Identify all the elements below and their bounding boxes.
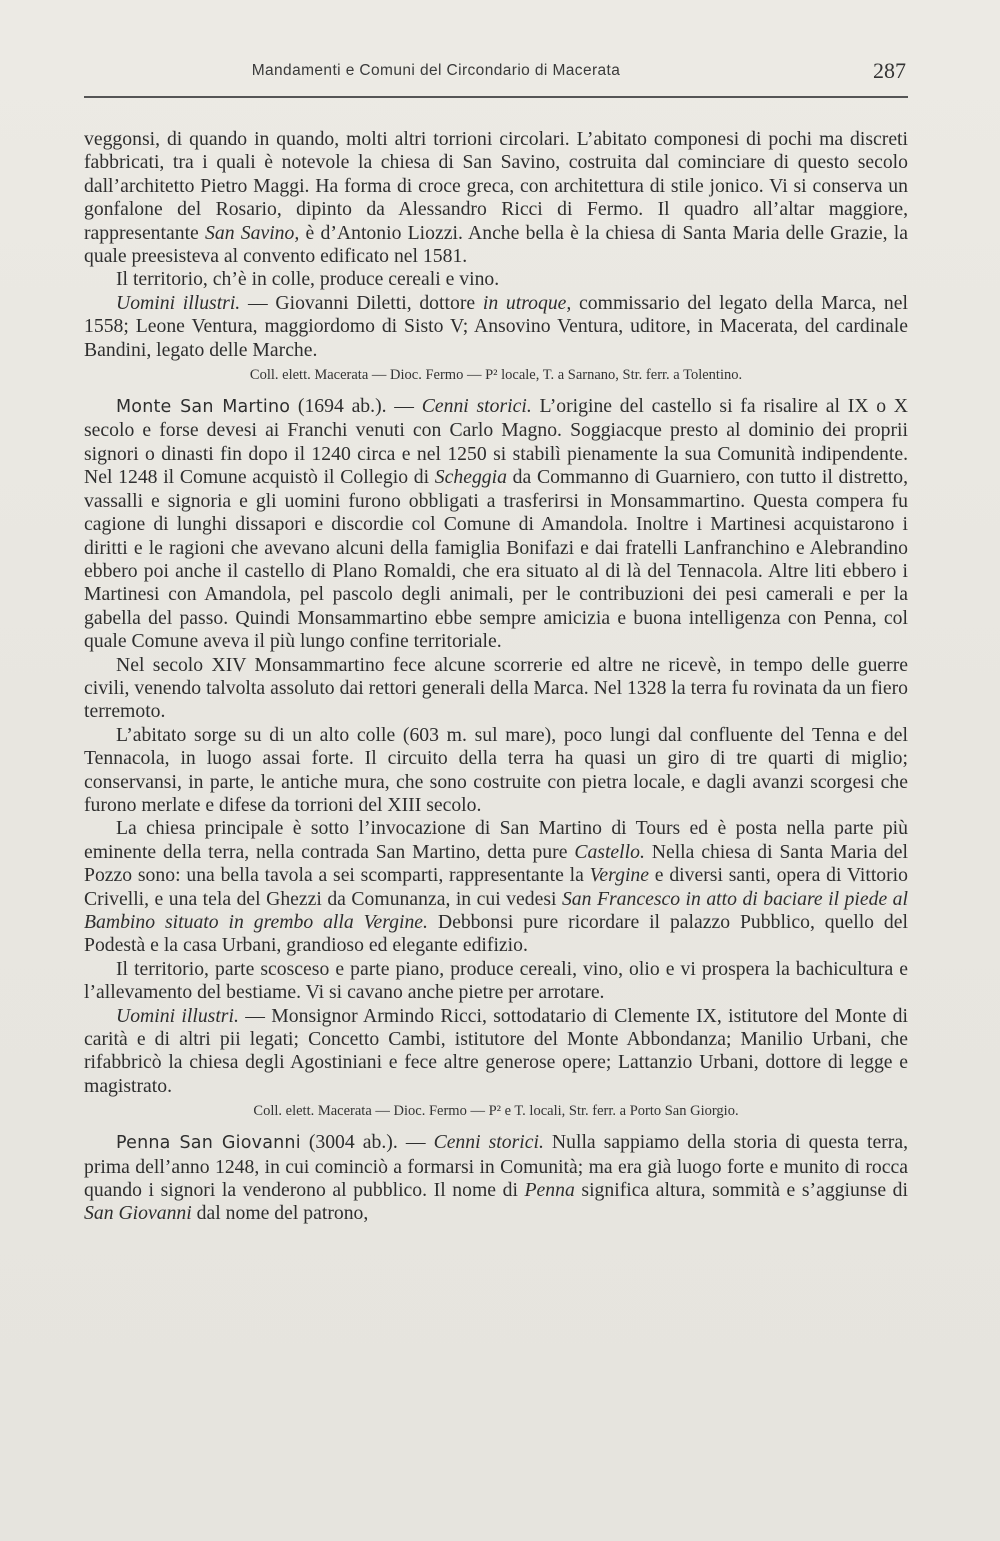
- paragraph-uomini-illustri: [84, 292, 908, 362]
- italic-term: San Giovanni: [84, 1202, 192, 1225]
- text-run: e diversi santi, opera di Vittorio Crivelli, e una tela del Ghezzi da Comunanza, in cui vedesi: [84, 864, 908, 910]
- section-label: Uomini illustri.: [116, 291, 241, 314]
- text-run: è d’Antonio Liozzi. Anche bella è la chiesa di Santa Maria delle Grazie, la quale preesisteva al convento edificato nel 1581.: [84, 221, 909, 268]
- section-label: Cenni storici.: [433, 1131, 544, 1154]
- italic-term: Vergine: [589, 864, 650, 887]
- italic-term: Castello.: [574, 840, 645, 863]
- text-run: veggonsi, di quando in quando, molti altri torrioni circolari. L’abitato componesi di pochi ma discreti fabbricati, tra i quali è notevole la chiesa di San Savino, costruita dal cominciare di questo secolo dall’architetto Pietro Maggi. Ha forma di croce greca, con architettura di stile jonico. Vi si conserva un gonfalone del Rosario, dipinto da Alessandro Ricci di Fermo. Il quadro all’altar maggiore, rappresentante: [84, 128, 908, 244]
- text-run: La chiesa principale è sotto l’invocazione di San Martino di Tours ed è posta nella parte più eminente della terra, nella contrada San Martino, detta pure: [84, 817, 908, 863]
- italic-term: in utroque,: [482, 291, 572, 314]
- population: (1694 ab.). —: [290, 395, 422, 418]
- text-run: Nulla sappiamo della storia di questa terra, prima dell’anno 1248, in cui cominciò a formarsi in Comunità; ma era già luogo forte e munito di rocca quando i signori la venderono al pubblico. Il nome di: [84, 1131, 908, 1202]
- italic-term: Scheggia: [434, 466, 507, 489]
- paragraph-monte-san-martino-history: [84, 395, 908, 653]
- section-label: Cenni storici.: [421, 395, 532, 418]
- body-text: [84, 128, 908, 1226]
- paragraph-secolo-xiv: Nel secolo XIV Monsammartino fece alcune scorrerie ed altre ne ricevè, in tempo delle guerre civili, venendo talvolta assoluto dai rettori generali della Marca. Nel 1328 la terra fu rovinata da un fiero terremoto.: [84, 653, 908, 723]
- paragraph-penna-san-giovanni: [84, 1131, 908, 1226]
- text-run: — Giovanni Diletti, dottore: [240, 291, 483, 314]
- paragraph-territorio: Il territorio, ch’è in colle, produce cereali e vino.: [116, 268, 500, 291]
- text-run: Debbonsi pure ricordare il palazzo Pubblico, quello del Podestà e la casa Urbani, grandioso ed elegante edifizio.: [84, 911, 908, 957]
- running-title: Mandamenti e Comuni del Circondario di Macerata: [251, 62, 621, 79]
- electoral-note: Coll. elett. Macerata — Dioc. Fermo — P² e T. locali, Str. ferr. a Porto San Giorgio.: [253, 1103, 739, 1120]
- running-header: [84, 60, 908, 86]
- text-run: commissario del legato della Marca, nel 1558; Leone Ventura, maggiordomo di Sisto V; Ansovino Ventura, uditore, in Macerata, del cardinale Bandini, legato delle Marche.: [84, 291, 908, 361]
- paragraph-uomini-illustri-2: [84, 1005, 908, 1099]
- italic-term: Penna: [524, 1179, 575, 1202]
- text-run: L’origine del castello si fa risalire al IX o X secolo e forse devesi ai Franchi venuti con Carlo Magno. Soggiacque presto al dominio dei proprii signori o dinasti fin dopo il 1240 circa e nel 1250 si stabilì pienamente la sua Comunità indipendente. Nel 1248 il Comune acquistò il Collegio di: [84, 395, 909, 489]
- population: (3004 ab.). —: [300, 1131, 434, 1154]
- page-number: 287: [873, 58, 906, 83]
- text-run: da Commanno di Guarniero, con tutto il distretto, vassalli e signoria e gli uomini furono obbligati a trasferirsi in Monsammartino. Questa compera fu cagione di lunghi dissapori e discordie col Comune di Amandola. Inoltre i Martinesi acquistarono i diritti e le ragioni che avevano alcuni della famiglia Bonifazi e dai fratelli Lanfranchino e Alebrandino ebbero poi anche il castello di Plano Romaldi, che era situato al di là del Tennacola. Altre liti ebbero i Martinesi con Amandola, pel pascolo degli animali, per le contribuzioni dei pesi camerali e per la gabella del passo. Quindi Monsammartino ebbe sempre amicizia e buona intelligenza con Penna, col quale Comune aveva il più lungo confine territoriale.: [84, 466, 908, 653]
- section-label: Uomini illustri.: [116, 1004, 239, 1027]
- paragraph-abitato: [84, 128, 908, 268]
- text-run: dal nome del patrono,: [191, 1202, 369, 1225]
- paragraph-territorio-2: Il territorio, parte scosceso e parte piano, produce cereali, vino, olio e vi prospera la bachicultura e l’allevamento del bestiame. Vi si cavano anche pietre per arrotare.: [84, 957, 908, 1004]
- italic-title: San Savino,: [205, 221, 300, 244]
- paragraph-chiesa-principale: [84, 817, 908, 957]
- header-rule: [84, 96, 908, 98]
- entry-heading: Monte San Martino: [116, 397, 291, 418]
- italic-title: San Francesco in atto di baciare il piede al Bambino situato in grembo alla Vergine.: [84, 887, 908, 933]
- electoral-note: Coll. elett. Macerata — Dioc. Fermo — P² locale, T. a Sarnano, Str. ferr. a Tolentino.: [249, 367, 743, 384]
- text-run: significa altura, sommità e s’aggiunse di: [574, 1179, 908, 1202]
- entry-heading: Penna San Giovanni: [116, 1133, 301, 1154]
- text-run: Nella chiesa di Santa Maria del Pozzo sono: una bella tavola a sei scomparti, rappresentante la: [84, 840, 908, 887]
- paragraph-abitato-sorge: L’abitato sorge su di un alto colle (603 m. sul mare), poco lungi dal confluente del Tenna e del Tennacola, in luogo assai forte. Il circuito della terra ha quasi un giro di tre quarti di miglio; conservansi, in parte, le antiche mura, che sono costruite con pietra locale, e dagli avanzi scorgesi che furono merlate e difese da torrioni del XIII secolo.: [84, 723, 908, 816]
- text-run: — Monsignor Armindo Ricci, sottodatario di Clemente IX, istitutore del Monte di carità e di altri pii legati; Concetto Cambi, istitutore del Monte Abbondanza; Manilio Urbani, che rifabbricò la chiesa degli Agostiniani e fece altre generose opere; Lattanzio Urbani, dottore di legge e magistrato.: [84, 1004, 908, 1097]
